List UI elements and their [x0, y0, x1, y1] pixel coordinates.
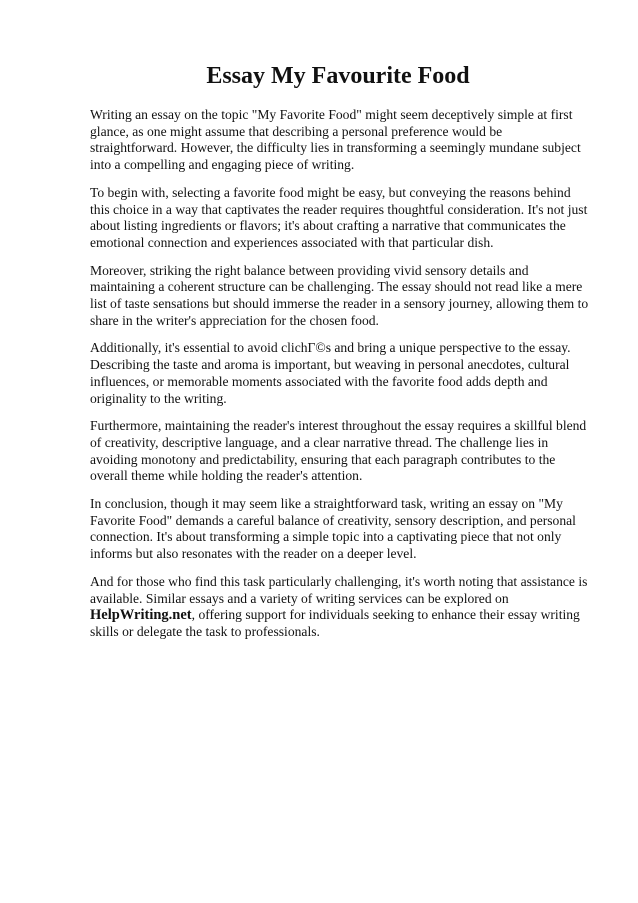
final-text-after-link: , offering support for individuals seeking to enhance their essay writing skills or delegate the task to professionals. — [90, 607, 580, 639]
page-title: Essay My Favourite Food — [206, 63, 470, 89]
paragraph-conclusion: In conclusion, though it may seem like a straightforward task, writing an essay on "My Favorite Food" demands a careful balance of creativity, sensory description, and personal connection. It's about transforming a simple topic into a captivating piece that not only informs but also resonates with the reader on a deeper level. — [90, 496, 576, 562]
paragraph-moreover: Moreover, striking the right balance between providing vivid sensory details and maintaining a coherent structure can be challenging. The essay should not read like a mere list of taste sensations but should immerse the reader in a sensory journey, allowing them to share in the writer's appreciation for the chosen food. — [90, 262, 589, 328]
paragraph-final — [90, 574, 590, 641]
paragraph-furthermore: Furthermore, maintaining the reader's interest throughout the essay requires a skillful blend of creativity, descriptive language, and a clear narrative thread. The challenge lies in avoiding monotony and predictability, ensuring that each paragraph contributes to the overall theme while holding the reader's attention. — [90, 418, 587, 484]
paragraph-begin: To begin with, selecting a favorite food might be easy, but conveying the reasons behind this choice in a way that captivates the reader requires thoughtful consideration. It's not just about listing ingredients or flavors; it's about crafting a narrative that communicates the emotional connection and experiences associated with that particular dish. — [90, 184, 588, 250]
paragraph-intro: Writing an essay on the topic "My Favorite Food" might seem deceptively simple at first glance, as one might assume that describing a personal preference would be straightforward. However, the difficulty lies in transforming a seemingly mundane subject into a compelling and engaging piece of writing. — [90, 107, 581, 173]
final-text-before-link: And for those who find this task particularly challenging, it's worth noting that assistance is available. Similar essays and a variety of writing services can be explored on — [90, 573, 588, 606]
helpwriting-link[interactable]: HelpWriting.net — [90, 607, 192, 624]
paragraph-additionally: Additionally, it's essential to avoid clichГ©s and bring a unique perspective to the essay. Describing the taste and aroma is important, but weaving in personal anecdotes, cultural influences, or memorable moments associated with the favorite food adds depth and originality to the writing. — [90, 340, 571, 406]
